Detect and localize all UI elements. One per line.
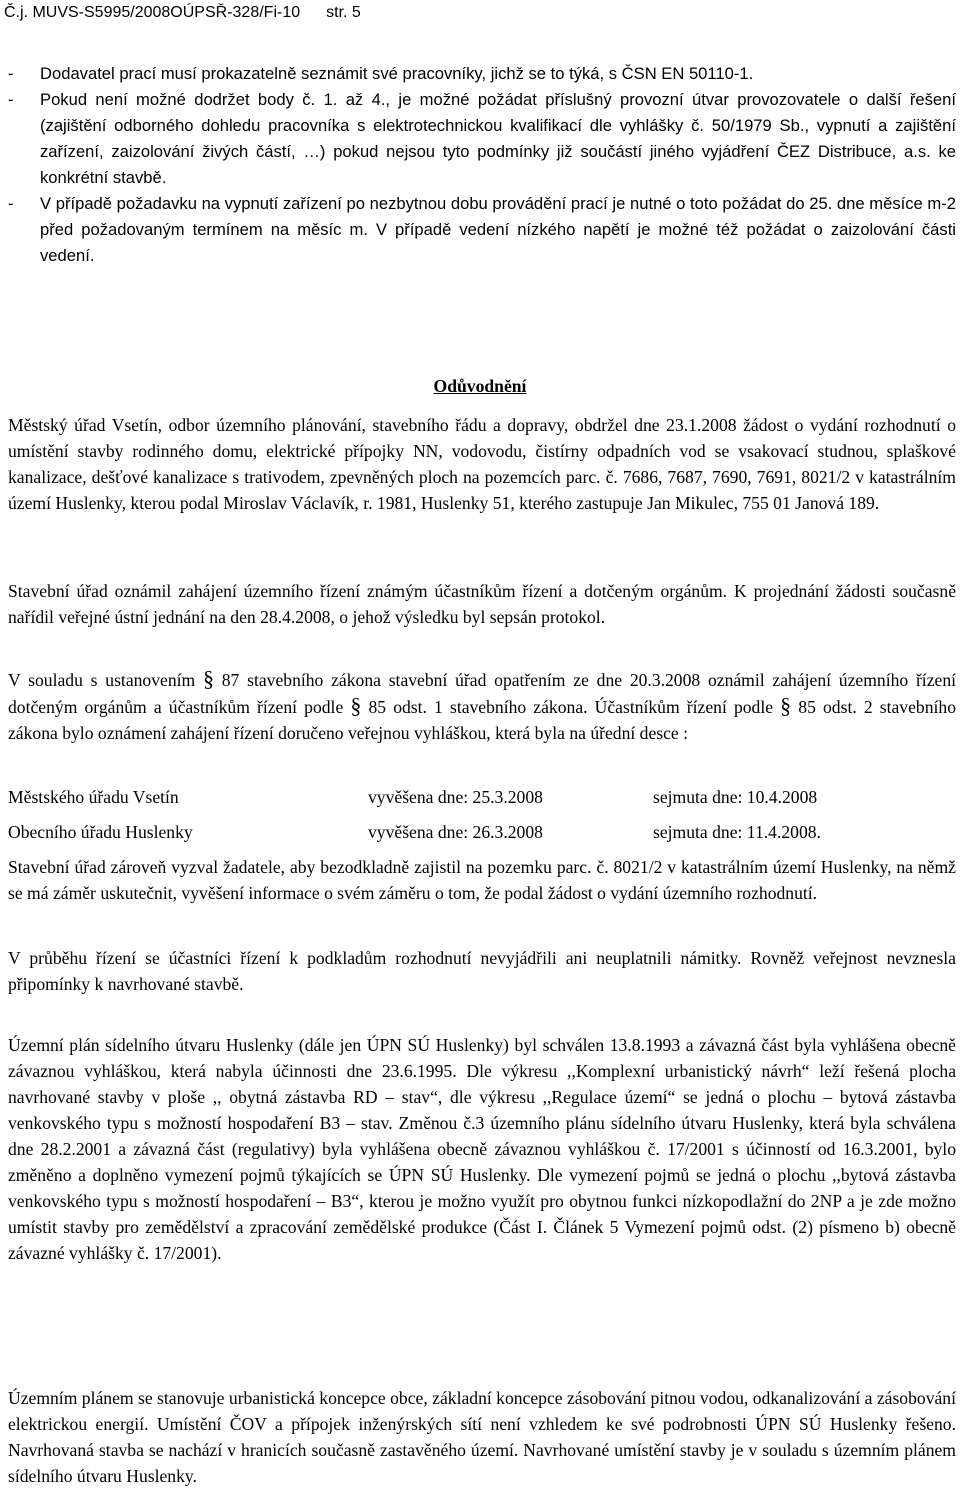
text-segment: V souladu s ustanovením (8, 670, 203, 690)
notice-posted: vyvěšena dne: 26.3.2008 (368, 822, 543, 842)
paragraph-application: Městský úřad Vsetín, odbor územního plánování, stavebního řádu a dopravy, obdržel dne 23.1.2008 žádost o vydání rozhodnutí o umístění stavby rodinného domu, elektrické přípojky NN, vodovodu, čistírny odpadních vod se vsakovací studnou, splaškové kanalizace, dešťové kanalizace s trativodem, zpevněných ploch na pozemcích parc. č. 7686, 7687, 7690, 7691, 8021/2 v katastrálním území Huslenky, kterou podal Miroslav Václavík, r. 1981, Huslenky 51, kterého zastupuje Jan Mikulec, 755 01 Janová 189. (8, 415, 956, 513)
page-number: str. 5 (326, 4, 361, 21)
notice-removed: sejmuta dne: 10.4.2008 (653, 787, 818, 807)
paragraph-notice-duty: Stavební úřad zároveň vyzval žadatele, aby bezodkladně zajistil na pozemku parc. č. 8021/2 v katastrálním území Huslenky, na němž se má záměr uskutečnit, vyvěšení informace o svém záměru o tom, že podal žádost o vydání územního rozhodnutí. (8, 857, 956, 903)
notice-office: Obecního úřadu Huslenky (8, 822, 193, 842)
text-segment: 85 odst. 1 stavebního zákona. Účastníkům řízení podle (361, 697, 781, 717)
notice-posted: vyvěšena dne: 25.3.2008 (368, 787, 543, 807)
section-title: Odůvodnění (433, 376, 527, 396)
paragraph-land-plan: Územní plán sídelního útvaru Huslenky (dále jen ÚPN SÚ Huslenky) byl schválen 13.8.1993 a závazná část byla vyhlášena obecně závaznou vyhláškou, která nabyla účinnosti dne 23.6.1995. Dle výkresu ,,Komplexní urbanistický návrh“ leží řešená plocha navrhované stavby v ploše ,, obytná zástavba RD – stav“, dle výkresu ,,Regulace území“ se jedná o plochu – bytová zástavba venkovského typu s možností hospodaření B3 – stav. Změnou č.3 územního plánu sídelního útvaru Huslenky, která byla schválena dne 28.2.2001 a závazná část (regulativy) byla vyhlášena obecně závaznou vyhláškou č. 17/2001 s účinností od 16.3.2001, bylo změněno a doplněno vymezení pojmů týkajících se ÚPN SÚ Huslenky. Dle vymezení pojmů se jedná o plochu ,,bytová zástavba venkovského typu s možností hospodaření – B3“, kterou je možno využít pro obytnou funkci nízkopodlažní do 2NP a je zde možno umístit stavby pro zemědělství a zpracování zemědělské produkce (Část I. Článek 5 Vymezení pojmů odst. (2) písmeno b) obecně závazné vyhlášky č. 17/2001). (8, 1035, 956, 1263)
list-item: - V případě požadavku na vypnutí zařízení po nezbytnou dobu provádění prací je nutné o toto požádat do 25. dne měsíce m-2 před požadovaným termínem na měsíc m. V případě vedení nízkého napětí je možné též požádat o zaizolování části vedení. (8, 191, 956, 269)
section-sign: § (780, 693, 792, 718)
reference-number: Č.j. MUVS-S5995/2008OÚPSŘ-328/Fi-10 (4, 4, 301, 21)
text-segment: 87 stavebního zákona stavební úřad opatřením ze dne 20.3.2008 oznámil zahájení územního řízení dotčeným orgánům a účastníkům řízení podle (8, 670, 956, 717)
notice-office: Městského úřadu Vsetín (8, 787, 179, 807)
paragraph-legal-basis (8, 666, 956, 746)
list-item: - Pokud není možné dodržet body č. 1. až 4., je možné požádat příslušný provozní útvar provozovatele o další řešení (zajištění odborného dohledu pracovníka s elektrotechnickou kvalifikací dle vyhlášky č. 50/1979 Sb., vypnutí a zajištění zařízení, zaizolování živých částí, …) pokud nejsou tyto podmínky již součástí jiného vyjádření ČEZ Distribuce, a.s. ke konkrétní stavbě. (8, 87, 956, 191)
paragraph-conclusion: Územním plánem se stanovuje urbanistická koncepce obce, základní koncepce zásobování pitnou vodou, odkanalizování a zásobování elektrickou energií. Umístění ČOV a přípojek inženýrských sítí není vzhledem ke své podrobnosti ÚPN SÚ Huslenky řešeno. Navrhovaná stavba se nachází v hranicích současně zastavěného území. Navrhované umístění stavby je v souladu s územním plánem sídelního útvaru Huslenky. (8, 1388, 956, 1486)
section-sign: § (202, 666, 214, 691)
section-sign: § (350, 693, 362, 718)
text-segment: 85 odst. 2 stavebního zákona bylo oznámení zahájení řízení doručeno veřejnou vyhláškou, která byla na úřední desce : (8, 697, 956, 743)
paragraph-objections: V průběhu řízení se účastníci řízení k podkladům rozhodnutí nevyjádřili ani neuplatnili námitky. Rovněž veřejnost nevznesla připomínky k navrhované stavbě. (8, 948, 956, 994)
paragraph-notification: Stavební úřad oznámil zahájení územního řízení známým účastníkům řízení a dotčeným orgánům. K projednání žádosti současně nařídil veřejné ústní jednání na den 28.4.2008, o jehož výsledku byl sepsán protokol. (8, 581, 956, 627)
page-header (4, 2, 361, 24)
list-item: - Dodavatel prací musí prokazatelně seznámit své pracovníky, jichž se to týká, s ČSN EN 50110-1. (8, 61, 956, 87)
notice-removed: sejmuta dne: 11.4.2008. (653, 822, 821, 842)
conditions-list (8, 61, 956, 269)
